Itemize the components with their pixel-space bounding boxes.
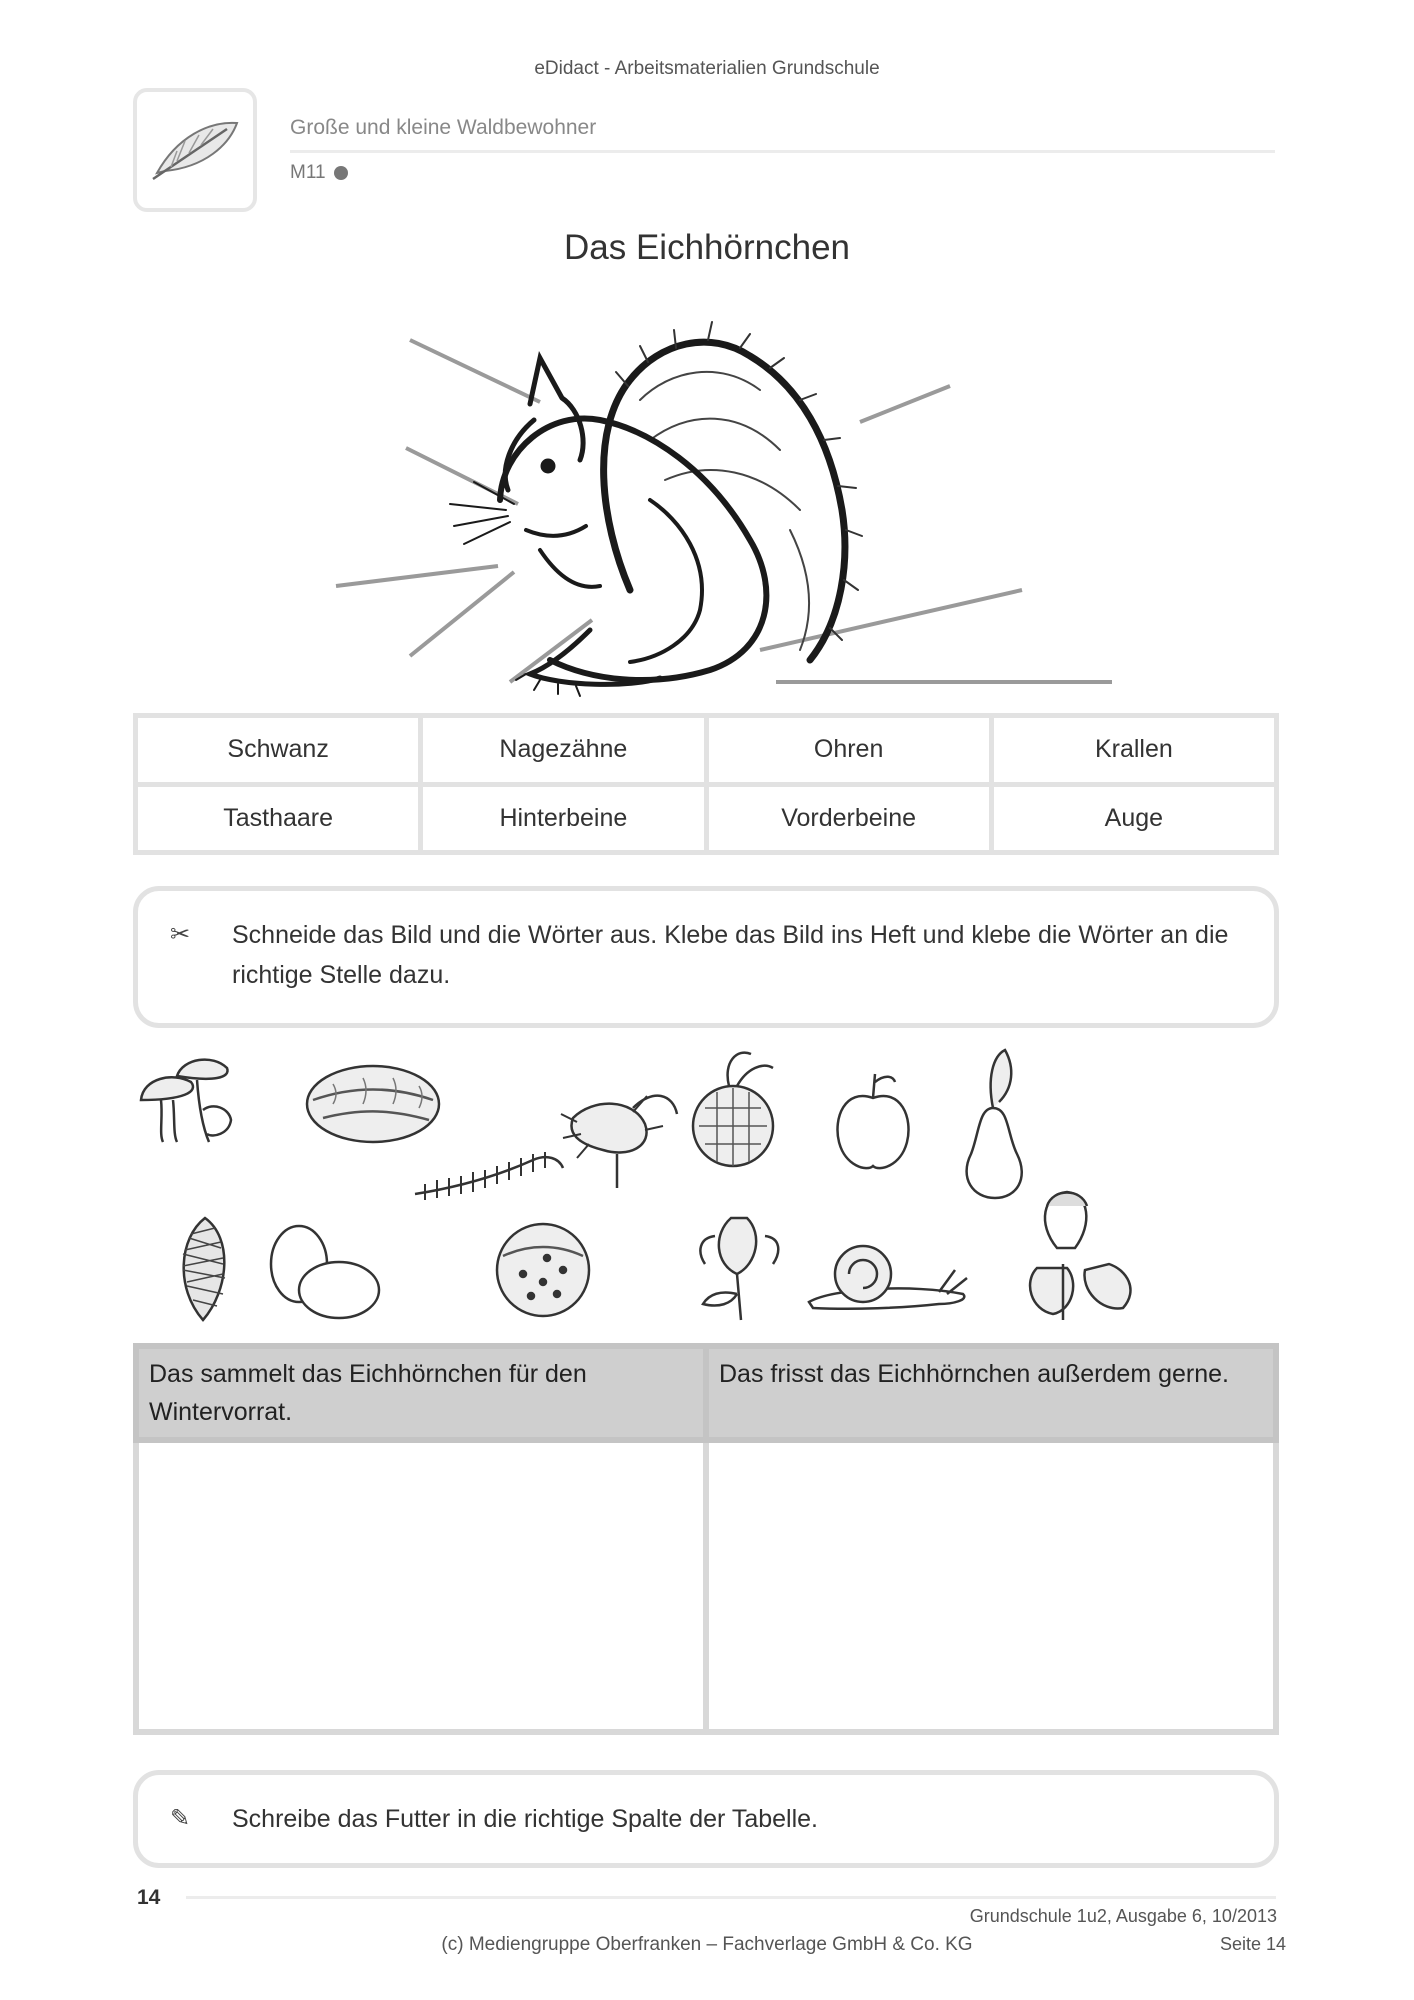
pinecone-icon — [183, 1218, 225, 1320]
word-table — [133, 713, 1279, 855]
word-cell: Tasthaare — [136, 784, 421, 853]
task-instruction-write — [133, 1770, 1279, 1868]
word-cell: Schwanz — [136, 716, 421, 785]
scissors-icon: ✂ — [170, 921, 191, 948]
pear-icon — [967, 1050, 1022, 1198]
food-pictures — [133, 1038, 1279, 1328]
word-cell: Ohren — [706, 716, 991, 785]
unit-subtitle: Große und kleine Waldbewohner — [290, 116, 597, 139]
raspberry-icon — [693, 1053, 773, 1166]
column-header-wintervorrat: Das sammelt das Eichhörnchen für den Wintervorrat. — [136, 1346, 706, 1440]
word-cell: Hinterbeine — [421, 784, 706, 853]
apple-icon — [837, 1074, 908, 1168]
site-header: eDidact - Arbeitsmaterialien Grundschule — [534, 58, 880, 79]
pencil-icon: ✎ — [170, 1805, 191, 1832]
sort-table — [133, 1343, 1279, 1735]
material-code — [290, 162, 348, 184]
table-row — [136, 784, 1277, 853]
word-cell: Nagezähne — [421, 716, 706, 785]
word-cell: Krallen — [991, 716, 1276, 785]
mushroom-icon — [141, 1060, 231, 1142]
flower-bud-icon — [700, 1218, 778, 1320]
table-row — [136, 1440, 1276, 1732]
feather-icon — [133, 88, 257, 212]
edition-info: Grundschule 1u2, Ausgabe 6, 10/2013 — [969, 1906, 1277, 1926]
walnut-icon — [307, 1066, 439, 1142]
copyright: (c) Mediengruppe Oberfranken – Fachverlage GmbH & Co. KG — [441, 1934, 973, 1955]
eggs-icon — [271, 1226, 379, 1318]
column-header-ausserdem: Das frisst das Eichhörnchen außerdem gerne. — [706, 1346, 1276, 1440]
page-title: Das Eichhörnchen — [564, 228, 850, 267]
page-number: 14 — [137, 1886, 161, 1909]
task-text: Schreibe das Futter in die richtige Spalte der Tabelle. — [232, 1805, 818, 1833]
material-code-label: M11 — [290, 162, 326, 183]
word-cell: Auge — [991, 784, 1276, 853]
task-instruction-cut — [133, 886, 1279, 1028]
label-lines — [336, 340, 1112, 682]
chestnut-icon — [497, 1224, 589, 1316]
page-label: Seite 14 — [1219, 1934, 1286, 1954]
table-row — [136, 716, 1277, 785]
table-header-row — [136, 1346, 1276, 1440]
acorn-icon — [1030, 1192, 1130, 1320]
header-divider — [290, 150, 1275, 153]
word-cell: Vorderbeine — [706, 784, 991, 853]
task-text: Schneide das Bild und die Wörter aus. Klebe das Bild ins Heft und klebe die Wörter an die richtige Stelle dazu. — [232, 921, 1229, 989]
snail-icon — [809, 1246, 967, 1309]
footer-divider — [186, 1896, 1276, 1899]
dot-icon — [334, 166, 348, 180]
beechnut-icon — [561, 1096, 677, 1188]
squirrel-illustration — [330, 290, 1120, 710]
answer-cell-ausserdem[interactable] — [706, 1440, 1276, 1732]
caterpillar-icon — [415, 1152, 563, 1200]
answer-cell-wintervorrat[interactable] — [136, 1440, 706, 1732]
